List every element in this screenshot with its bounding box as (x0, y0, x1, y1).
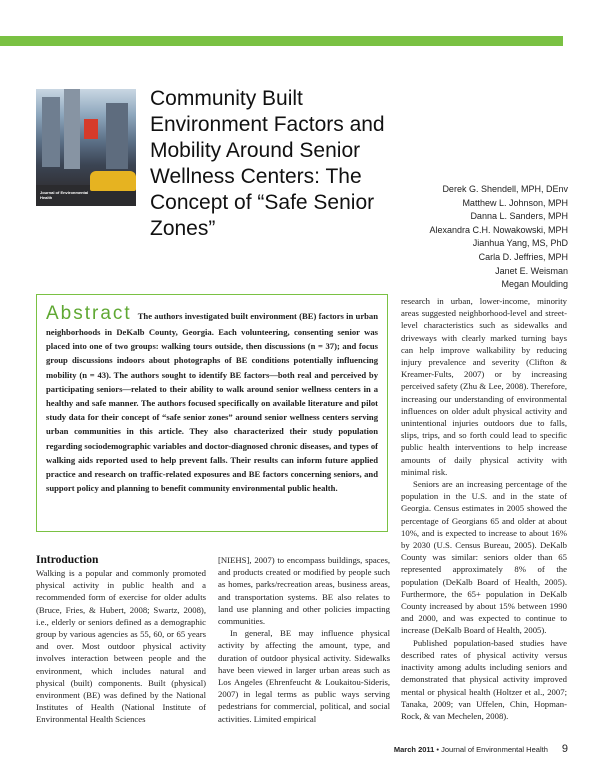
author: Matthew L. Johnson, MPH (462, 197, 568, 208)
paragraph: Published population-based studies have described rates of physical activity versus inactivity among adults including seniors and demonstrated that physical activity improved mental or physical health (Holtzer et al., 2007; Tanaka, 2009; van Uffelen, Chin, Hopman-Rock, & van Mechelen, 2008). (401, 637, 567, 721)
paragraph: research in urban, lower-income, minority areas suggested neighborhood-level and street-level characteristics such as sidewalks and driveways with clearly marked turning bays can help improve walkability by reducing injury prevalence and severity (Clifton & Kreamer-Fults, 2007) or by increasing perceived safety (Zhu & Lee, 2008). Therefore, increasing our understanding of environmental influences on older adult physical activity and unintentional injuries outdoors due to falls, slips, trips, and so forth could lead to specific public health interventions to help increase amounts of daily physical activity with minimal risk. (401, 296, 567, 477)
author: Carla D. Jeffries, MPH (478, 251, 568, 262)
section-heading-introduction: Introduction (36, 554, 99, 566)
page-number: 9 (561, 743, 568, 755)
cover-journal-title: Journal of Environmental Health (40, 190, 89, 200)
author: Danna L. Sanders, MPH (470, 211, 568, 222)
paragraph: Walking is a popular and commonly promoted physical activity in public health and a recommended form of exercise for older adults (Bruce, Fries, & Hubert, 2008; Swartz, 2008), i.e., elderly or seniors defined as a demographic group by various agencies as 55, 60, or 65 years and over. Most outdoor physical activity involves interaction between people and the environment, which includes natural and physical (built) components. Built (physical) environment (BE) was defined by the National Institutes of Health (National Institute of Environmental Health Sciences (36, 568, 206, 725)
body-column-3 (401, 295, 567, 722)
footer-issue: March 2011 (393, 745, 435, 754)
journal-cover-image (36, 89, 136, 206)
abstract-heading: Abstract (46, 303, 132, 324)
author: Alexandra C.H. Nowakowski, MPH (429, 224, 568, 235)
body-column-2 (218, 554, 390, 725)
author: Janet E. Weisman (495, 265, 568, 276)
page-footer (394, 743, 568, 755)
body-column-1 (36, 554, 206, 726)
author: Derek G. Shendell, MPH, DEnv (442, 184, 568, 194)
article-title: Community Built Environment Factors and Mobility Around Senior Wellness Centers: The Concept of “Safe Senior Zones” (150, 87, 385, 240)
top-accent-bar (0, 36, 563, 46)
paragraph: [NIEHS], 2007) to encompass buildings, spaces, and products created or modified by people such as homes, parks/recreation areas, business areas, and transportation systems. BE also relates to land use planning and other policies impacting communities. (218, 555, 390, 627)
paragraph: In general, BE may influence physical activity by affecting the amount, type, and duration of outdoor physical activity. Sidewalks have been viewed in larger urban areas such as Los Angeles (Ehrenfeucht & Loukaitou-Sideris, 2007) in legal terms as public ways serving pedestrians for commercial, political, and social activities. Limited empirical (218, 628, 390, 724)
footer-journal: • Journal of Environmental Health (434, 745, 548, 754)
abstract-box (36, 294, 388, 532)
author-list (429, 183, 568, 292)
author: Jianhua Yang, MS, PhD (472, 238, 568, 249)
abstract-text: The authors investigated built environment (BE) factors in urban neighborhoods in DeKalb County, Georgia. Each volunteering, consenting senior was placed into one of two groups: walking tours outside, then discussions (n = 37); and focus group discussions indoors about photographs of BE conditions potentially influencing mobility (n = 43). The authors sought to identify BE factors—both real and perceived by participating seniors—related to their ability to walk around senior wellness centers in a healthy and safe manner. The authors focused specifically on available literature and pilot study data for their concept of “safe senior zones” around senior wellness centers serving urban communities in this article. They also characterized their study population regarding sociodemographic variables and doctor-diagnosed chronic diseases, and types of walking aids reported used to help prevent falls. Their results can inform future applied practice and research on traffic-related exposures and BE factors concerning seniors, and support policy and planning to benefit community environmental public health. (46, 311, 378, 494)
author: Megan Moulding (501, 279, 568, 290)
paragraph: Seniors are an increasing percentage of the population in the U.S. and in the state of Georgia. Census estimates in 2005 showed the percentage of Georgians 65 and older at about 10%, and is expected to increase to about 16% by 2030 (U.S. Census Bureau, 2005). DeKalb County was similar: seniors older than 65 represented approximately 8% of the population (DeKalb Board of Health, 2005). Furthermore, the 65+ population in DeKalb County increased by about 15% between 1990 and 2000, and was expected to continue to increase (DeKalb Board of Health, 2005). (401, 479, 567, 636)
